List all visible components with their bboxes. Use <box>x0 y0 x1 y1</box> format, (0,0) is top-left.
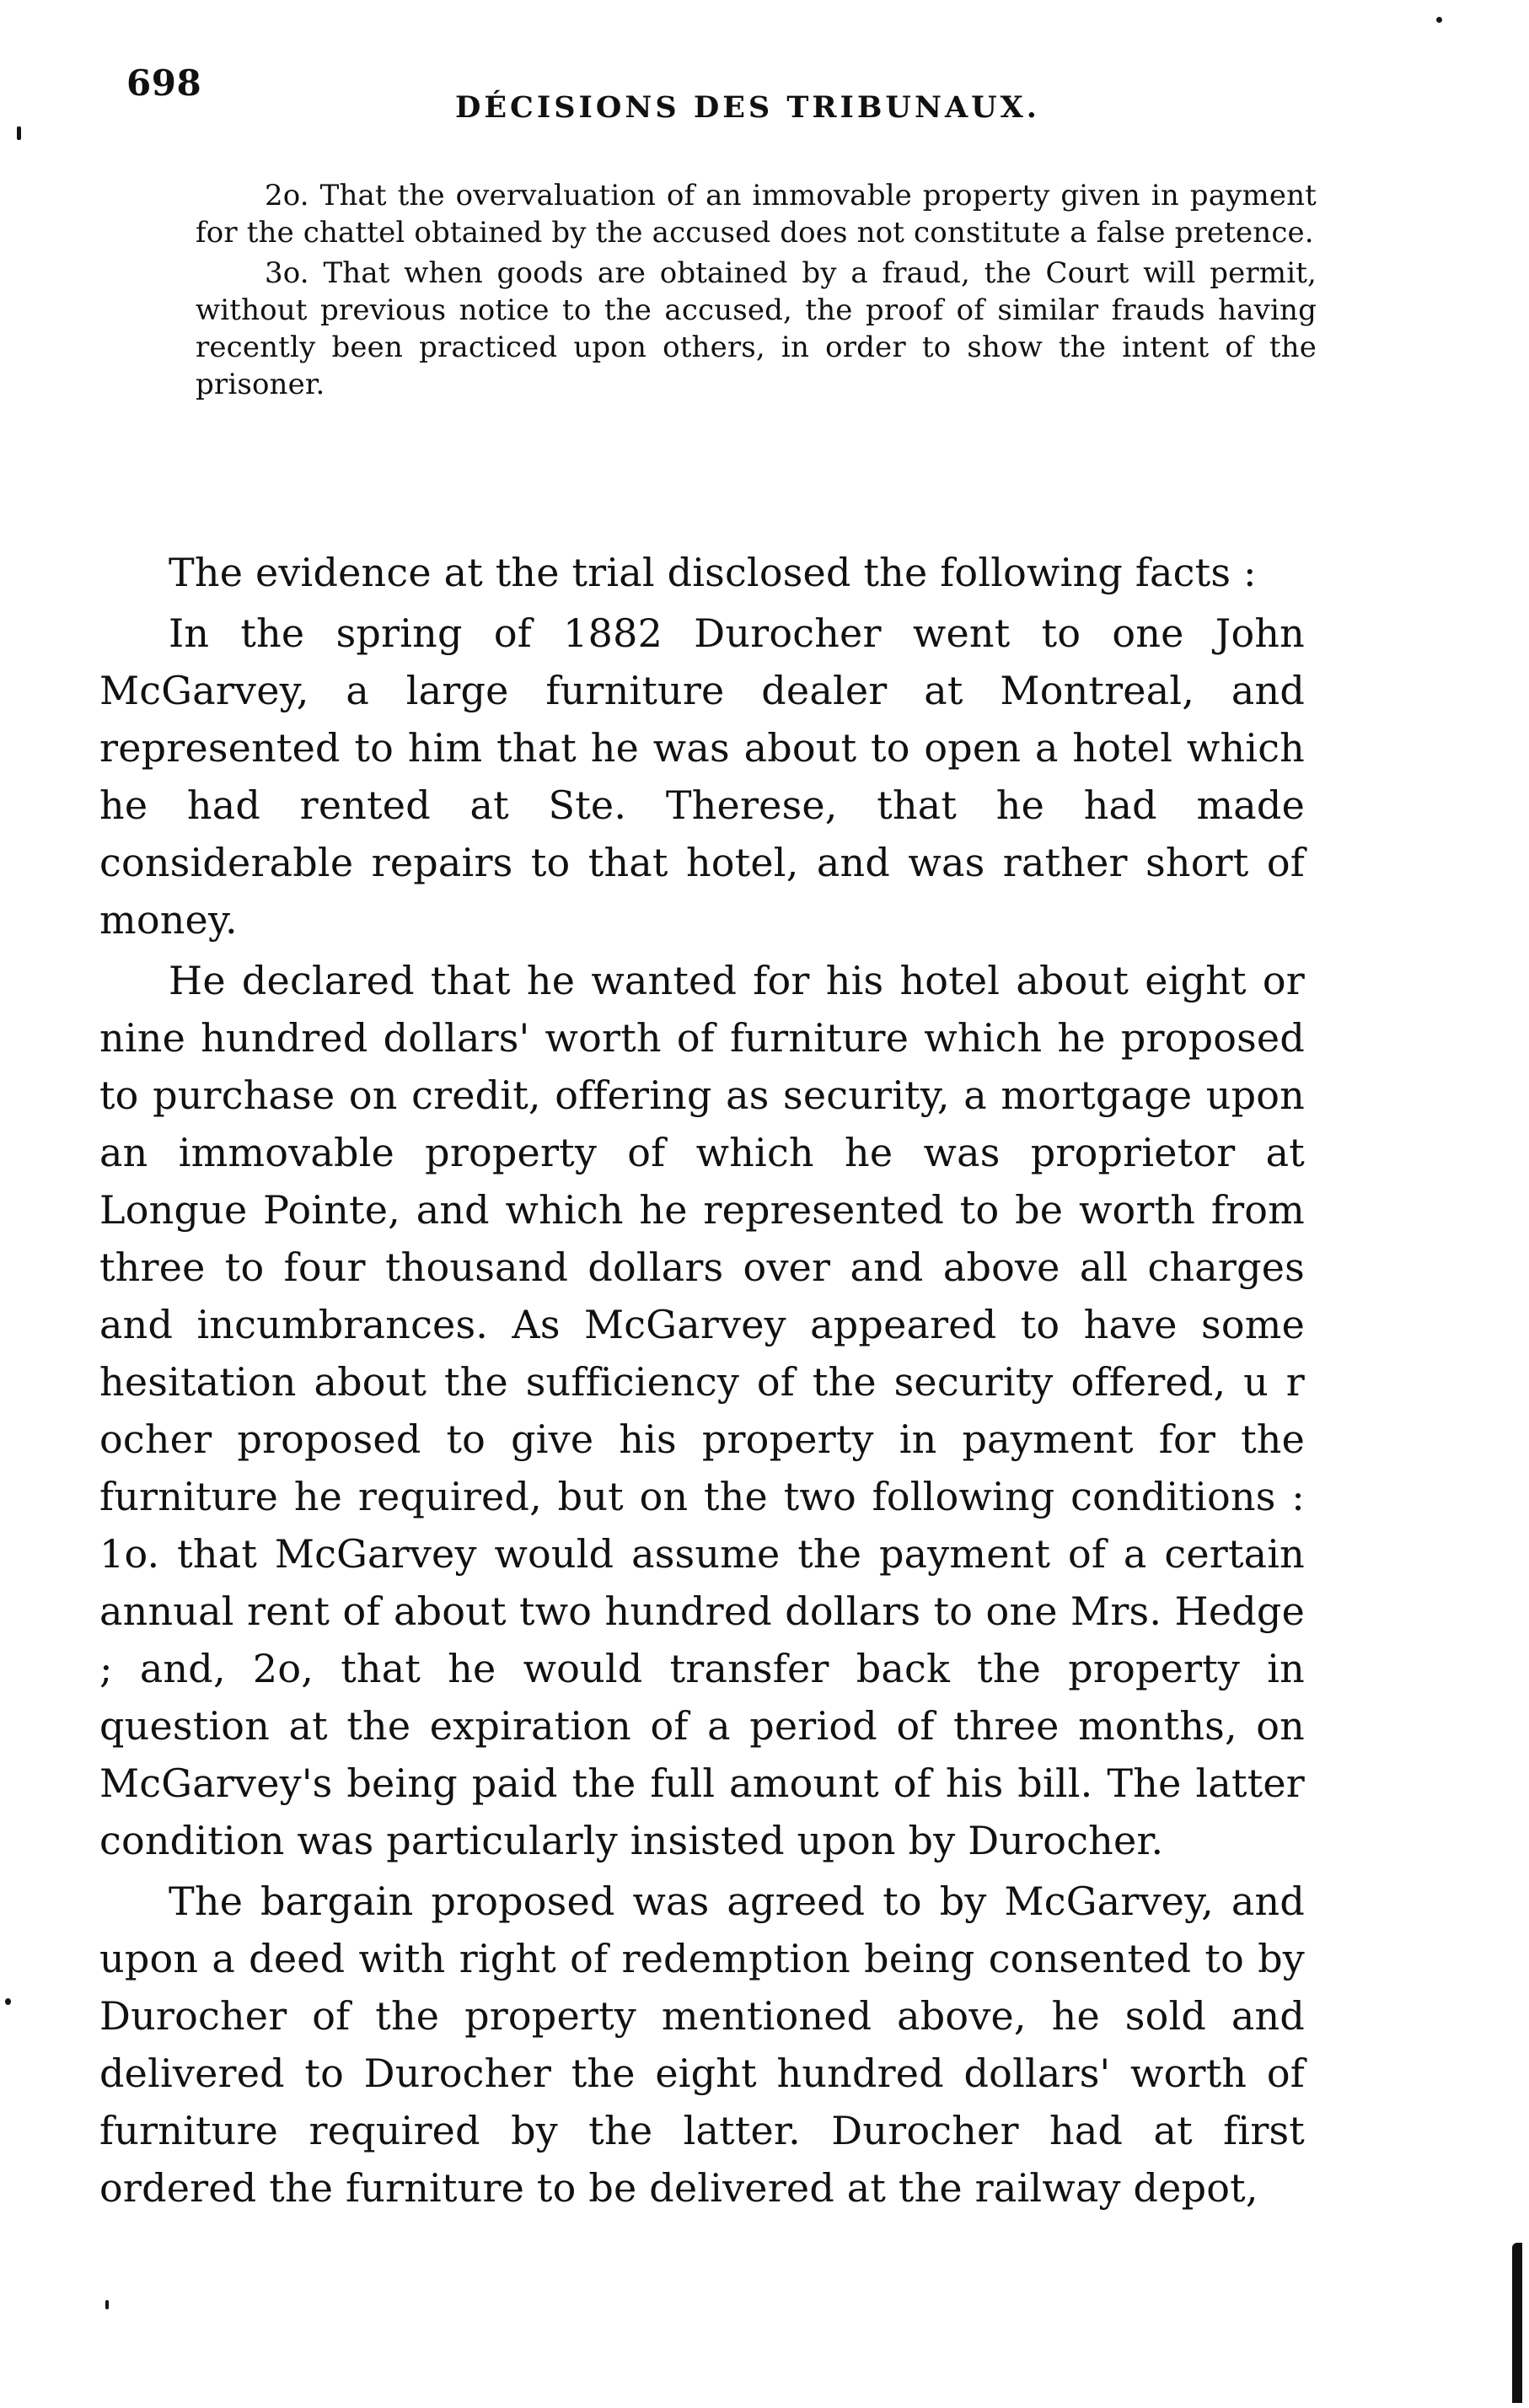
scan-speck <box>17 126 21 140</box>
paragraph: In the spring of 1882 Durocher went to one John McGarvey, a large furniture dealer at Montreal, and represented to him that he was about to open a hotel which he had rented at Ste. Therese, that he had made considerable repairs to that hotel, and was rather short of money. <box>99 610 1305 943</box>
paragraph: The evidence at the trial disclosed the following facts : <box>169 550 1257 595</box>
headnotes-section <box>196 177 1317 406</box>
scan-speck <box>1436 17 1442 23</box>
page-edge-mark <box>1512 2243 1522 2403</box>
page-number: 698 <box>126 62 202 104</box>
running-head: DÉCISIONS DES TRIBUNAUX. <box>455 90 1040 125</box>
scan-speck <box>105 2300 109 2309</box>
headnote: 2o. That the overvaluation of an immovable property given in payment for the chattel obtained by the accused does not constitute a false pretence. <box>196 179 1317 250</box>
page-header <box>126 62 1323 125</box>
scan-speck <box>5 1998 11 2005</box>
headnote: 3o. That when goods are obtained by a fraud, the Court will permit, without previous notice to the accused, the proof of similar frauds having recently been practiced upon others, in order to show the intent of the prisoner. <box>196 256 1317 401</box>
body-text <box>99 544 1305 2217</box>
paragraph: He declared that he wanted for his hotel about eight or nine hundred dollars' worth of furniture which he proposed to purchase on credit, offering as security, a mortgage upon an immovable property of which he was proprietor at Longue Pointe, and which he represented to be worth from three to four thousand dollars over and above all charges and incumbrances. As McGarvey appeared to have some hesitation about the sufficiency of the security offered, u r ocher proposed to give his property in payment for the furniture he required, but on the two following conditions : 1o. that McGarvey would assume the payment of a certain annual rent of about two hundred dollars to one Mrs. Hedge ; and, 2o, that he would transfer back the property in question at the expiration of a period of three months, on McGarvey's being paid the full amount of his bill. The latter condition was particularly insisted upon by Durocher. <box>99 958 1305 1863</box>
paragraph: The bargain proposed was agreed to by McGarvey, and upon a deed with right of redemption being consented to by Durocher of the property mentioned above, he sold and delivered to Durocher the eight hundred dollars' worth of furniture required by the latter. Durocher had at first ordered the furniture to be delivered at the railway depot, <box>99 1879 1305 2211</box>
